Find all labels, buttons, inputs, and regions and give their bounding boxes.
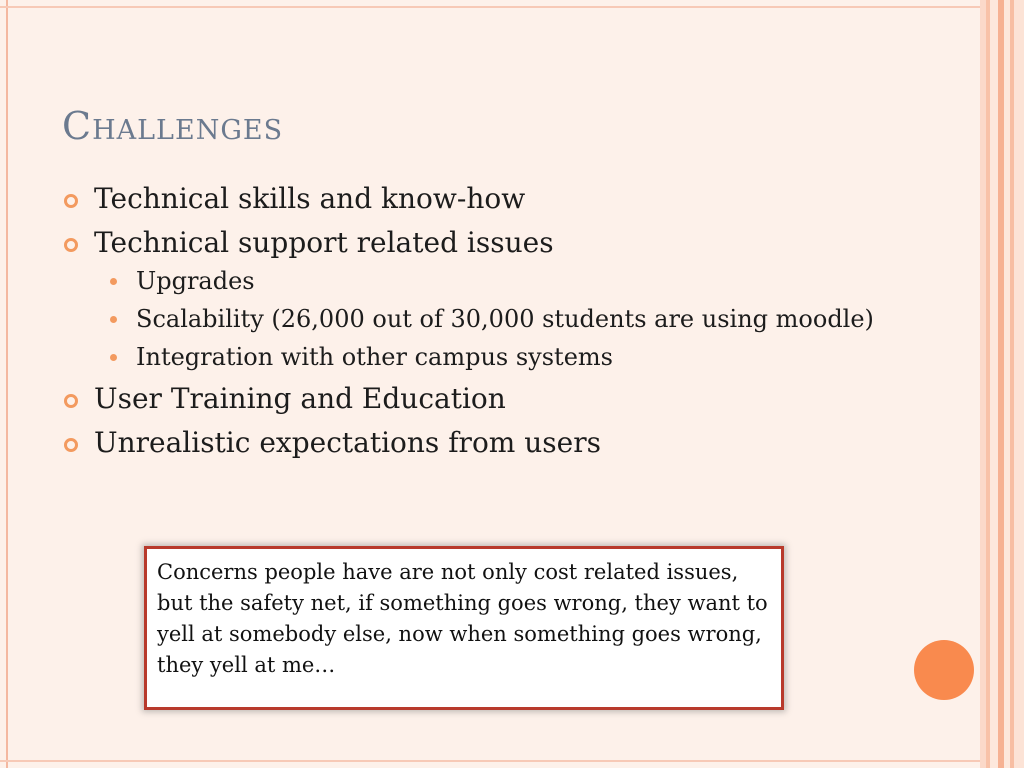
bullet-list xyxy=(62,182,874,470)
decorative-stripe xyxy=(1014,0,1024,768)
sub-bullet-item xyxy=(94,342,876,372)
bullet-item xyxy=(62,382,862,416)
dot-bullet-icon xyxy=(110,316,117,323)
sub-bullet-item xyxy=(94,304,876,334)
frame-top-line xyxy=(0,6,980,8)
slide-title: Challenges xyxy=(62,104,284,148)
sub-bullet-text: Integration with other campus systems xyxy=(136,343,613,371)
bullet-item xyxy=(62,226,874,372)
frame-left-line xyxy=(6,0,8,768)
sub-bullet-text: Upgrades xyxy=(136,267,255,295)
bullet-text: User Training and Education xyxy=(94,382,506,415)
decorative-stripe xyxy=(990,0,998,768)
ring-bullet-icon xyxy=(64,238,78,252)
ring-bullet-icon xyxy=(64,438,78,452)
sub-bullet-text: Scalability (26,000 out of 30,000 students are using moodle) xyxy=(136,305,874,333)
dot-bullet-icon xyxy=(110,354,117,361)
callout-text: Concerns people have are not only cost related issues, but the safety net, if something goes wrong, they want to yell at somebody else, now when something goes wrong, they yell at me… xyxy=(157,560,768,677)
sub-bullet-list xyxy=(94,266,874,372)
ring-bullet-icon xyxy=(64,394,78,408)
ring-bullet-icon xyxy=(64,194,78,208)
bullet-text: Technical skills and know-how xyxy=(94,182,526,215)
bullet-text: Unrealistic expectations from users xyxy=(94,426,601,459)
frame-bottom-line xyxy=(0,760,980,762)
sub-bullet-item xyxy=(94,266,876,296)
bullet-text: Technical support related issues xyxy=(94,226,554,259)
decorative-circle xyxy=(914,640,974,700)
bullet-item xyxy=(62,426,862,460)
dot-bullet-icon xyxy=(110,278,117,285)
bullet-item xyxy=(62,182,862,216)
quote-callout-box xyxy=(144,546,784,710)
